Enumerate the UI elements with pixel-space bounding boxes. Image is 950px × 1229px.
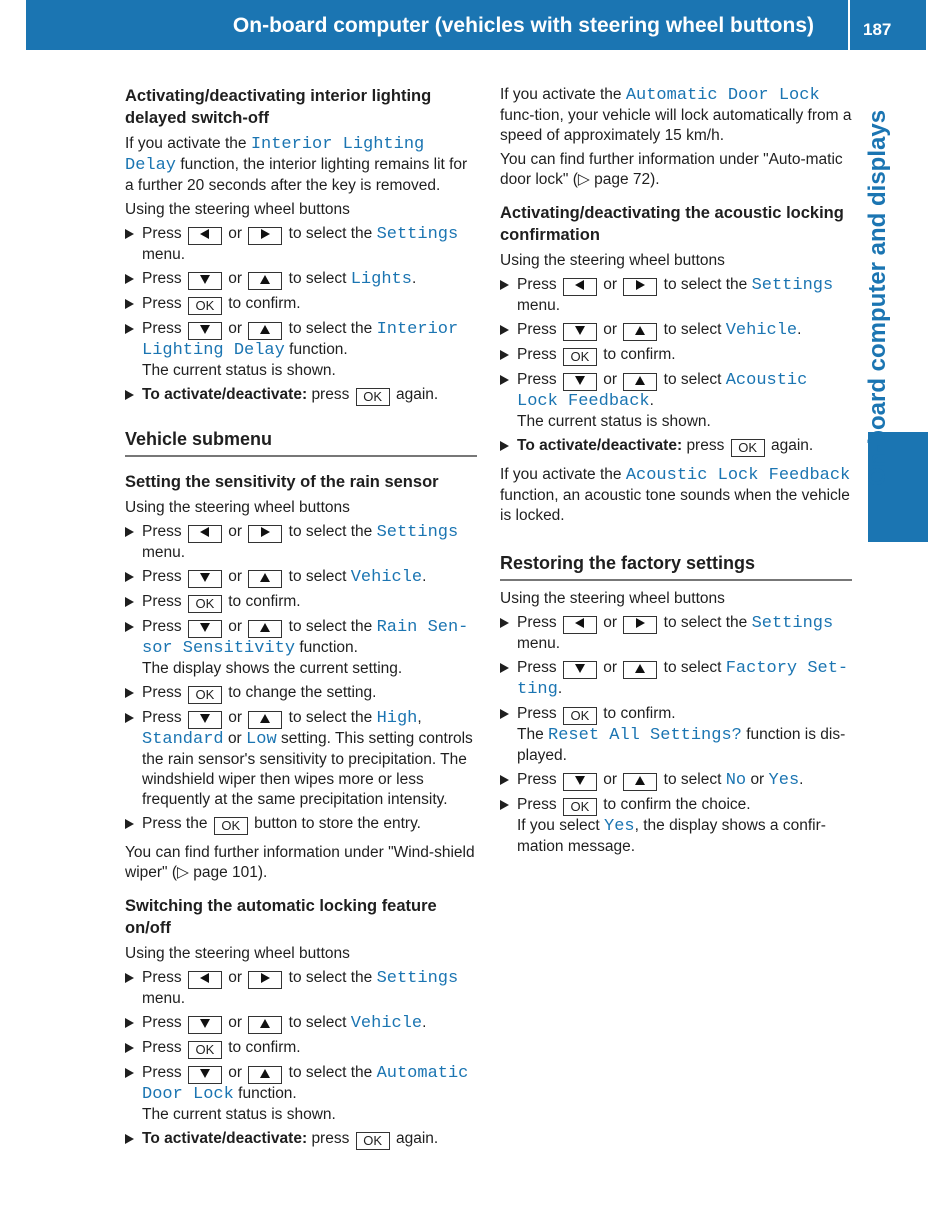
down-arrow-key-icon xyxy=(563,661,597,679)
step-list xyxy=(125,224,477,406)
list-item: Press OK to confirm. The Reset All Settings? function is dis-played. xyxy=(500,704,852,766)
ok-key-icon: OK xyxy=(188,686,222,704)
list-item: Press or to select Factory Set- ting. xyxy=(500,658,852,700)
chapter-label: On-board computer and displays xyxy=(864,109,891,486)
step-list xyxy=(125,968,477,1150)
step-list xyxy=(125,522,477,835)
ok-key-icon: OK xyxy=(188,1041,222,1059)
paragraph: Using the steering wheel buttons xyxy=(500,590,725,607)
left-arrow-key-icon xyxy=(188,227,222,245)
down-arrow-key-icon xyxy=(563,323,597,341)
ok-key-icon: OK xyxy=(731,439,765,457)
down-arrow-key-icon xyxy=(188,570,222,588)
up-arrow-key-icon xyxy=(623,773,657,791)
list-item: Press or to select Vehicle. xyxy=(125,567,477,588)
list-item: Press OK to change the setting. xyxy=(125,683,477,704)
list-item: Press or to select the Interior Lighting Delay function. The current status is shown. xyxy=(125,319,477,381)
right-arrow-key-icon xyxy=(248,971,282,989)
list-item: Press or to select the Automatic Door Lock function. The current status is shown. xyxy=(125,1063,477,1125)
ok-key-icon: OK xyxy=(563,707,597,725)
list-item: To activate/deactivate: press OK again. xyxy=(500,436,852,457)
list-item: Press OK to confirm the choice. If you select Yes, the display shows a confir-mation message. xyxy=(500,795,852,857)
up-arrow-key-icon xyxy=(623,323,657,341)
down-arrow-key-icon xyxy=(563,373,597,391)
header-divider xyxy=(848,0,850,50)
up-arrow-key-icon xyxy=(623,661,657,679)
list-item: Press or to select the High, Standard or Low setting. This setting controls the rain sensor's sensitivity to precipitation. The windshield wiper then wipes more or less frequently at the same precipitation intensity. xyxy=(125,708,477,810)
down-arrow-key-icon xyxy=(188,711,222,729)
list-item: Press or to select Vehicle. xyxy=(125,1013,477,1034)
ok-key-icon: OK xyxy=(563,348,597,366)
ok-key-icon: OK xyxy=(356,1132,390,1150)
up-arrow-key-icon xyxy=(248,322,282,340)
paragraph: Using the steering wheel buttons xyxy=(125,201,350,218)
list-item: Press or to select the Settings menu. xyxy=(500,275,852,316)
list-item: Press or to select the Rain Sen- sor Sensitivity function. The display shows the current setting. xyxy=(125,617,477,679)
paragraph: You can find further information under "Wind-shield wiper" (▷ page 101). xyxy=(125,844,475,881)
ok-key-icon: OK xyxy=(188,595,222,613)
list-item: Press OK to confirm. xyxy=(125,294,477,315)
section-heading-factory-settings: Restoring the factory settings xyxy=(500,552,852,581)
down-arrow-key-icon xyxy=(188,322,222,340)
paragraph: If you activate the Interior Lighting Delay function, the interior lighting remains lit for a further 20 seconds after the key is removed. xyxy=(125,135,468,194)
list-item: Press or to select Vehicle. xyxy=(500,320,852,341)
left-arrow-key-icon xyxy=(563,616,597,634)
right-arrow-key-icon xyxy=(248,525,282,543)
down-arrow-key-icon xyxy=(188,620,222,638)
ok-key-icon: OK xyxy=(563,798,597,816)
paragraph: You can find further information under "Auto-matic door lock" (▷ page 72). xyxy=(500,151,843,188)
list-item: Press OK to confirm. xyxy=(125,1038,477,1059)
list-item: Press or to select the Settings menu. xyxy=(500,613,852,654)
section-title-automatic-locking: Switching the automatic locking feature on/off xyxy=(125,897,437,937)
down-arrow-key-icon xyxy=(188,272,222,290)
list-item: Press or to select No or Yes. xyxy=(500,770,852,791)
up-arrow-key-icon xyxy=(248,1016,282,1034)
paragraph: Using the steering wheel buttons xyxy=(125,945,350,962)
section-title-acoustic-locking: Activating/deactivating the acoustic locking confirmation xyxy=(500,204,844,244)
right-arrow-key-icon xyxy=(623,278,657,296)
list-item: Press OK to confirm. xyxy=(500,345,852,366)
left-column xyxy=(125,85,477,1158)
up-arrow-key-icon xyxy=(248,272,282,290)
list-item: Press or to select Lights. xyxy=(125,269,477,290)
list-item: Press or to select Acoustic Lock Feedback. The current status is shown. xyxy=(500,370,852,432)
left-arrow-key-icon xyxy=(188,525,222,543)
step-list xyxy=(500,613,852,857)
down-arrow-key-icon xyxy=(188,1016,222,1034)
left-arrow-key-icon xyxy=(563,278,597,296)
list-item: Press OK to confirm. xyxy=(125,592,477,613)
paragraph: If you activate the Acoustic Lock Feedback function, an acoustic tone sounds when the vehicle is locked. xyxy=(500,466,851,524)
section-title-interior-lighting: Activating/deactivating interior lighting delayed switch-off xyxy=(125,87,432,127)
paragraph: If you activate the Automatic Door Lock func-tion, your vehicle will lock automatically from a speed of approximately 15 km/h. xyxy=(500,86,852,144)
paragraph: Using the steering wheel buttons xyxy=(500,252,725,269)
up-arrow-key-icon xyxy=(248,620,282,638)
section-heading-vehicle-submenu: Vehicle submenu xyxy=(125,428,477,457)
right-arrow-key-icon xyxy=(248,227,282,245)
down-arrow-key-icon xyxy=(188,1066,222,1084)
ok-key-icon: OK xyxy=(214,817,248,835)
list-item: Press the OK button to store the entry. xyxy=(125,814,477,835)
up-arrow-key-icon xyxy=(248,1066,282,1084)
right-arrow-key-icon xyxy=(623,616,657,634)
right-column xyxy=(500,85,852,865)
list-item: Press or to select the Settings menu. xyxy=(125,224,477,265)
section-title-rain-sensor: Setting the sensitivity of the rain sensor xyxy=(125,473,439,491)
ok-key-icon: OK xyxy=(188,297,222,315)
left-arrow-key-icon xyxy=(188,971,222,989)
page-header xyxy=(26,0,926,50)
up-arrow-key-icon xyxy=(623,373,657,391)
page-title: On-board computer (vehicles with steering wheel buttons) xyxy=(232,14,814,37)
list-item: Press or to select the Settings menu. xyxy=(125,522,477,563)
list-item: To activate/deactivate: press OK again. xyxy=(125,385,477,406)
list-item: To activate/deactivate: press OK again. xyxy=(125,1129,477,1150)
up-arrow-key-icon xyxy=(248,570,282,588)
list-item: Press or to select the Settings menu. xyxy=(125,968,477,1009)
step-list xyxy=(500,275,852,457)
down-arrow-key-icon xyxy=(563,773,597,791)
page-number: 187 xyxy=(863,20,892,39)
ok-key-icon: OK xyxy=(356,388,390,406)
paragraph: Using the steering wheel buttons xyxy=(125,499,350,516)
up-arrow-key-icon xyxy=(248,711,282,729)
